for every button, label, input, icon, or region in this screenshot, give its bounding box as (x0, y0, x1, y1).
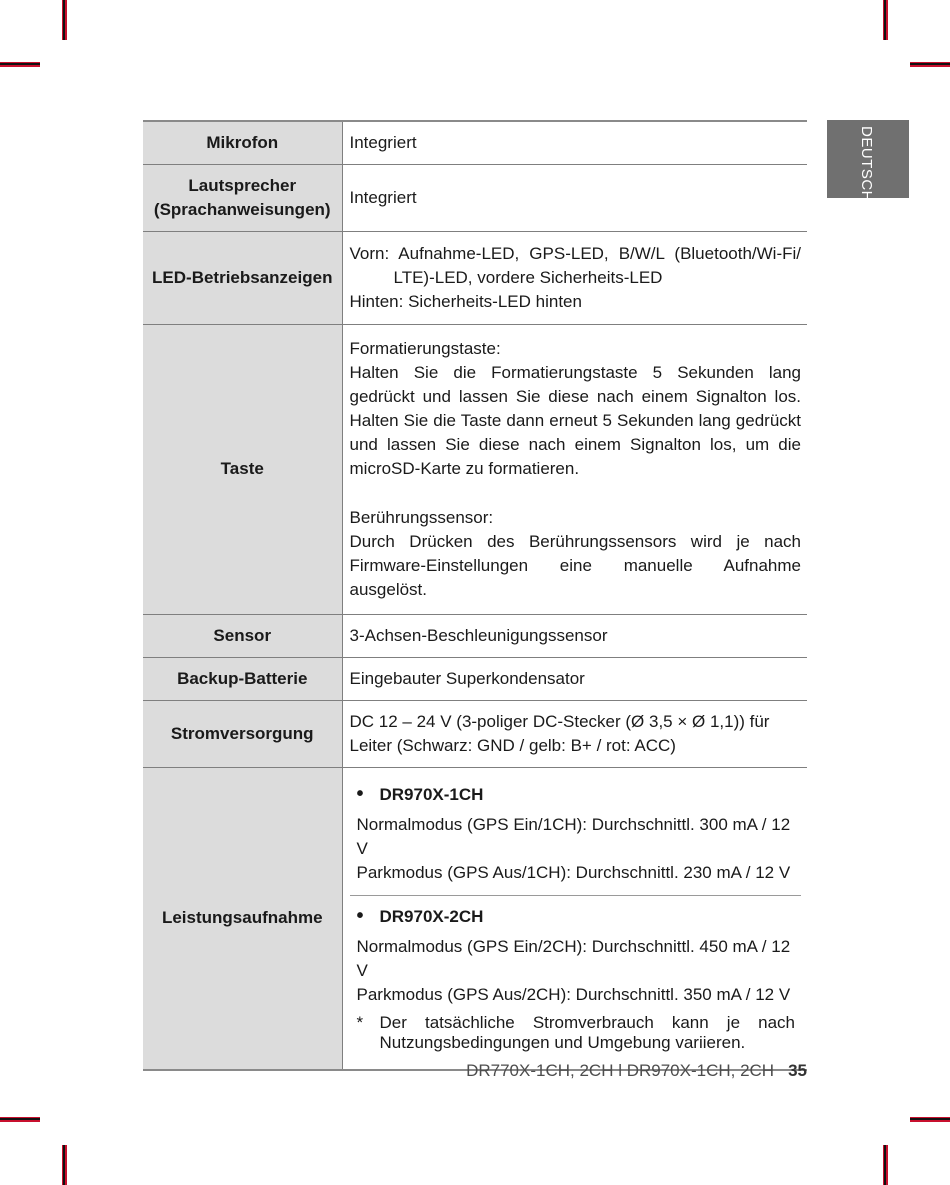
crop-mark (0, 62, 40, 67)
bullet-icon: • (356, 904, 364, 927)
crop-mark (910, 1117, 950, 1122)
spec-label: Leistungsaufnahme (143, 767, 342, 1070)
spec-label-line: Lautsprecher (188, 175, 297, 195)
power-line: Normalmodus (GPS Ein/2CH): Durchschnittl. 450 mA / 12 V (356, 936, 791, 980)
spec-label-line: (Sprachanweisungen) (153, 199, 331, 219)
section-text: Durch Drücken des Berührungssensors wird je nach Firmware-Einstellungen eine manuelle Aufnahme ausgelöst. (349, 531, 801, 599)
footer-models: DR770X-1CH, 2CH l DR970X-1CH, 2CH (466, 1061, 775, 1080)
spec-value (342, 231, 807, 324)
table-row (143, 121, 807, 164)
model-name: DR970X-2CH (379, 906, 484, 926)
spec-label: Backup-Batterie (143, 657, 342, 700)
asterisk-icon: * (356, 1012, 364, 1032)
model-name: DR970X-1CH (379, 784, 484, 804)
language-tab (827, 120, 909, 203)
spec-label: Taste (143, 324, 342, 614)
spec-value: Eingebauter Superkondensator (342, 657, 807, 700)
power-line: Parkmodus (GPS Aus/2CH): Durchschnittl. 350 mA / 12 V (356, 984, 791, 1004)
table-row (143, 657, 807, 700)
section-heading: Berührungssensor: (349, 507, 494, 527)
crop-mark (883, 0, 888, 40)
spec-value-line: Vorn: Aufnahme-LED, GPS-LED, B/W/L (Bluetooth/Wi-Fi/ LTE)-LED, vordere Sicherheits-LED (349, 243, 801, 287)
bullet-icon: • (356, 782, 364, 805)
crop-mark (0, 1117, 40, 1122)
spec-value-line: Hinten: Sicherheits-LED hinten (349, 291, 582, 311)
crop-mark (883, 1145, 888, 1185)
spec-value (342, 767, 807, 1070)
model-heading (357, 782, 796, 807)
spec-value: Integriert (342, 164, 807, 231)
model-block (350, 774, 802, 895)
spec-label: Sensor (143, 614, 342, 657)
spec-table (143, 120, 807, 1071)
power-line: Parkmodus (GPS Aus/1CH): Durchschnittl. 230 mA / 12 V (356, 862, 791, 882)
language-tab-label: DEUTSCH (858, 126, 875, 203)
spec-label: Mikrofon (143, 121, 342, 164)
table-row (143, 700, 807, 767)
table-row (143, 767, 807, 1070)
power-line: Normalmodus (GPS Ein/1CH): Durchschnittl. 300 mA / 12 V (356, 814, 791, 858)
page-number: 35 (788, 1061, 807, 1080)
spec-value (342, 324, 807, 614)
spec-value: 3-Achsen-Beschleunigungssensor (342, 614, 807, 657)
section-text: Halten Sie die Formatierungstaste 5 Sekunden lang gedrückt und lassen Sie diese nach einem Signalton los. Halten Sie die Taste dann erneut 5 Sekunden lang gedrückt und lassen Sie diese nach einem Signalton los, um die microSD-Karte zu formatieren. (349, 362, 801, 478)
crop-mark (62, 0, 67, 40)
model-block (350, 895, 802, 1063)
model-heading (357, 904, 796, 929)
spec-label: Stromversorgung (143, 700, 342, 767)
footnote (357, 1013, 796, 1053)
footnote-text: Der tatsächliche Stromverbrauch kann je nach Nutzungsbedingungen und Umgebung variieren. (379, 1012, 795, 1052)
table-row (143, 614, 807, 657)
section-heading: Formatierungstaste: (349, 338, 501, 358)
spec-label (143, 164, 342, 231)
table-row (143, 231, 807, 324)
spec-value: Integriert (342, 121, 807, 164)
crop-mark (910, 62, 950, 67)
page-footer (466, 1061, 807, 1081)
crop-mark (62, 1145, 67, 1185)
table-row (143, 164, 807, 231)
spec-label: LED-Betriebsanzeigen (143, 231, 342, 324)
spec-value: DC 12 – 24 V (3-poliger DC-Stecker (Ø 3,5 × Ø 1,1)) für Leiter (Schwarz: GND / gelb: B+ / rot: ACC) (342, 700, 807, 767)
table-row (143, 324, 807, 614)
